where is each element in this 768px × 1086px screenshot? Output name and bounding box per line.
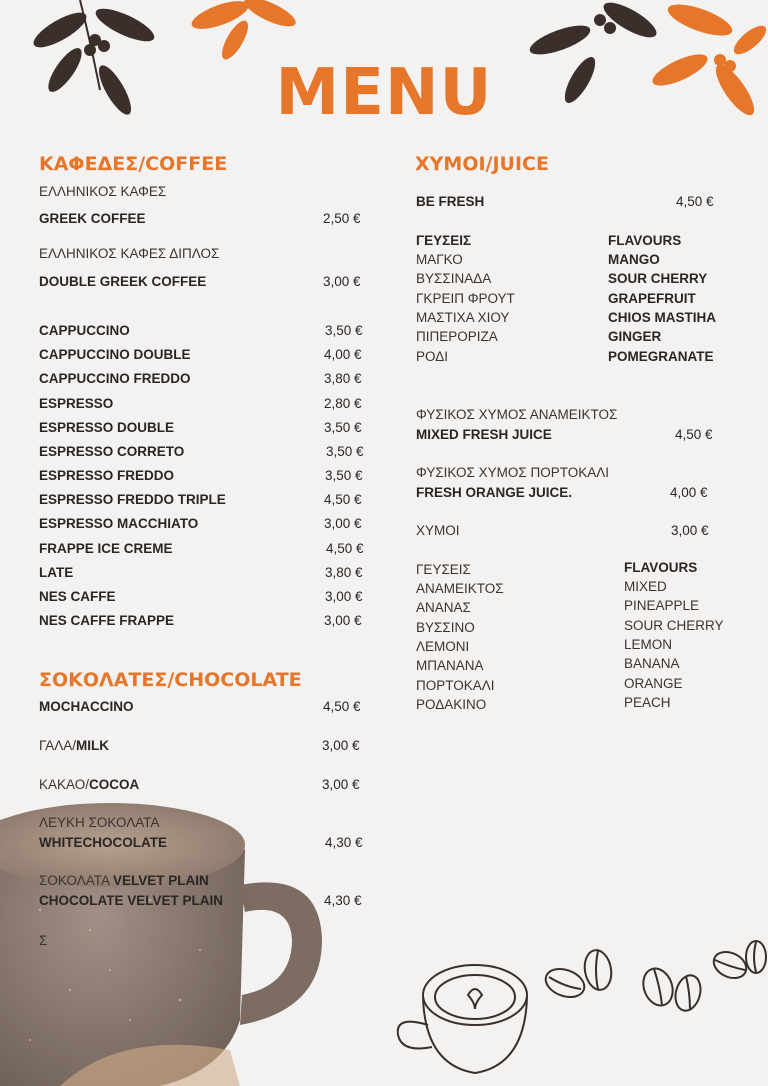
- menu-item-name: CAPPUCCINO FREDDO: [39, 371, 191, 386]
- flavour-english: SOUR CHERRY: [608, 271, 708, 286]
- greek-coffee-name: GREEK COFFEE: [39, 211, 146, 226]
- menu-item-price: 4,50 €: [324, 492, 362, 507]
- mixed-juice-greek-name: ΦΥΣΙΚΟΣ ΧΥΜΟΣ ΑΝΑΜΕΙΚΤΟΣ: [416, 407, 618, 422]
- menu-item-name: CAPPUCCINO: [39, 323, 130, 338]
- flavour-english: MIXED: [624, 579, 667, 594]
- white-chocolate-name: WHITECHOCOLATE: [39, 835, 167, 850]
- flavour-english: MANGO: [608, 252, 660, 267]
- menu-item-price: 3,50 €: [325, 468, 363, 483]
- flavour-english: POMEGRANATE: [608, 349, 714, 364]
- double-greek-coffee-price: 3,00 €: [323, 274, 361, 289]
- menu-item-price: 4,00 €: [324, 347, 362, 362]
- menu-item-price: 3,00 €: [324, 613, 362, 628]
- flavour-english: SOUR CHERRY: [624, 618, 724, 633]
- flavour-greek: ΛΕΜΟΝΙ: [416, 639, 470, 654]
- juice-flavours-greek-heading: ΓΕΥΣΕΙΣ: [416, 562, 471, 577]
- menu-item-name: ESPRESSO DOUBLE: [39, 420, 175, 435]
- flavour-english: PINEAPPLE: [624, 598, 700, 613]
- milk-price: 3,00 €: [322, 738, 360, 753]
- velvet-greek-suffix: VELVET PLAIN: [112, 873, 209, 888]
- menu-item-price: 4,50 €: [326, 541, 364, 556]
- menu-item-price: 3,00 €: [324, 516, 362, 531]
- velvet-chocolate-greek-line: [39, 873, 209, 888]
- chocolate-section-title: ΣΟΚΟΛΑΤΕΣ/CHOCOLATE: [39, 669, 302, 691]
- cocoa-name: [39, 777, 139, 792]
- menu-item-price: 3,80 €: [324, 371, 362, 386]
- coffee-beans-sketch: [540, 935, 768, 1015]
- juices-price: 3,00 €: [671, 523, 709, 538]
- flavour-greek: ΒΥΣΣΙΝΟ: [416, 620, 475, 635]
- mochaccino-name: MOCHACCINO: [39, 699, 134, 714]
- flavour-greek: ΑΝΑΝΑΣ: [416, 600, 471, 615]
- cocoa-greek-name: ΚΑΚΑΟ/: [39, 777, 89, 792]
- flavour-english: GRAPEFRUIT: [608, 291, 696, 306]
- juice-section-title: ΧΥΜΟΙ/JUICE: [415, 153, 549, 175]
- double-greek-coffee-greek-name: ΕΛΛΗΝΙΚΟΣ ΚΑΦΕΣ ΔΙΠΛΟΣ: [39, 246, 220, 261]
- latte-cup-sketch: [390, 955, 540, 1086]
- flavour-greek: ΜΑΣΤΙΧΑ ΧΙΟΥ: [416, 310, 510, 325]
- flavour-english: LEMON: [624, 637, 673, 652]
- orange-juice-price: 4,00 €: [670, 485, 708, 500]
- menu-item-name: ESPRESSO FREDDO: [39, 468, 175, 483]
- flavours-greek-heading: ΓΕΥΣΕΙΣ: [416, 233, 472, 248]
- be-fresh-price: 4,50 €: [676, 194, 714, 209]
- flavour-greek: ΡΟΔΙ: [416, 349, 448, 364]
- cocoa-price: 3,00 €: [322, 777, 360, 792]
- orange-juice-name: FRESH ORANGE JUICE.: [416, 485, 573, 500]
- mixed-juice-name: MIXED FRESH JUICE: [416, 427, 552, 442]
- velvet-chocolate-price: 4,30 €: [324, 893, 362, 908]
- flavour-greek: ΑΝΑΜΕΙΚΤΟΣ: [416, 581, 504, 596]
- flavour-greek: ΡΟΔΑΚΙΝΟ: [416, 697, 487, 712]
- menu-item-price: 3,50 €: [324, 420, 362, 435]
- greek-coffee-price: 2,50 €: [323, 211, 361, 226]
- velvet-chocolate-name: CHOCOLATE VELVET PLAIN: [39, 893, 224, 908]
- greek-coffee-greek-name: ΕΛΛΗΝΙΚΟΣ ΚΑΦΕΣ: [39, 184, 167, 199]
- be-fresh-name: BE FRESH: [416, 194, 485, 209]
- double-greek-coffee-name: DOUBLE GREEK COFFEE: [39, 274, 207, 289]
- juice-flavours-english-heading: FLAVOURS: [624, 560, 698, 575]
- menu-item-name: ESPRESSO FREDDO TRIPLE: [39, 492, 226, 507]
- menu-item-name: ESPRESSO MACCHIATO: [39, 516, 199, 531]
- white-chocolate-greek-name: ΛΕΥΚΗ ΣΟΚΟΛΑΤΑ: [39, 815, 160, 830]
- velvet-greek-name: ΣΟΚΟΛΑΤΑ: [39, 873, 113, 888]
- menu-item-name: FRAPPE ICE CREME: [39, 541, 173, 556]
- orange-juice-greek-name: ΦΥΣΙΚΟΣ ΧΥΜΟΣ ΠΟΡΤΟΚΑΛΙ: [416, 465, 610, 480]
- flavour-greek: ΠΙΠΕΡΟΡΙΖΑ: [416, 329, 498, 344]
- milk-name: [39, 738, 109, 753]
- menu-item-name: ESPRESSO: [39, 396, 114, 411]
- flavour-english: ORANGE: [624, 676, 683, 691]
- coffee-section-title: ΚΑΦΕΔΕΣ/COFFEE: [39, 153, 228, 175]
- juices-name: ΧΥΜΟΙ: [416, 523, 460, 538]
- flavour-english: PEACH: [624, 695, 671, 710]
- flavour-greek: ΠΟΡΤΟΚΑΛΙ: [416, 678, 495, 693]
- flavours-english-heading: FLAVOURS: [608, 233, 682, 248]
- menu-item-name: CAPPUCCINO DOUBLE: [39, 347, 191, 362]
- menu-item-name: NES CAFFE: [39, 589, 116, 604]
- stray-character: Σ: [39, 933, 48, 948]
- milk-greek-name: ΓΑΛΑ/: [39, 738, 76, 753]
- menu-item-price: 3,50 €: [325, 323, 363, 338]
- menu-item-name: ESPRESSO CORRETO: [39, 444, 185, 459]
- flavour-greek: ΓΚΡΕΙΠ ΦΡΟΥΤ: [416, 291, 515, 306]
- flavour-english: CHIOS MASTIHA: [608, 310, 716, 325]
- milk-english-name: MILK: [75, 738, 109, 753]
- menu-item-name: LATE: [39, 565, 74, 580]
- flavour-greek: ΜΑΓΚΟ: [416, 252, 463, 267]
- cocoa-english-name: COCOA: [89, 777, 140, 792]
- flavour-greek: ΜΠΑΝΑΝΑ: [416, 658, 484, 673]
- menu-item-price: 3,80 €: [325, 565, 363, 580]
- white-chocolate-price: 4,30 €: [325, 835, 363, 850]
- mochaccino-price: 4,50 €: [323, 699, 361, 714]
- menu-item-price: 3,50 €: [326, 444, 364, 459]
- flavour-english: GINGER: [608, 329, 662, 344]
- flavour-greek: ΒΥΣΣΙΝΑΔΑ: [416, 271, 492, 286]
- flavour-english: BANANA: [624, 656, 680, 671]
- mixed-juice-price: 4,50 €: [675, 427, 713, 442]
- menu-item-price: 3,00 €: [325, 589, 363, 604]
- menu-title: MENU: [275, 56, 493, 130]
- menu-item-price: 2,80 €: [324, 396, 362, 411]
- menu-item-name: NES CAFFE FRAPPE: [39, 613, 175, 628]
